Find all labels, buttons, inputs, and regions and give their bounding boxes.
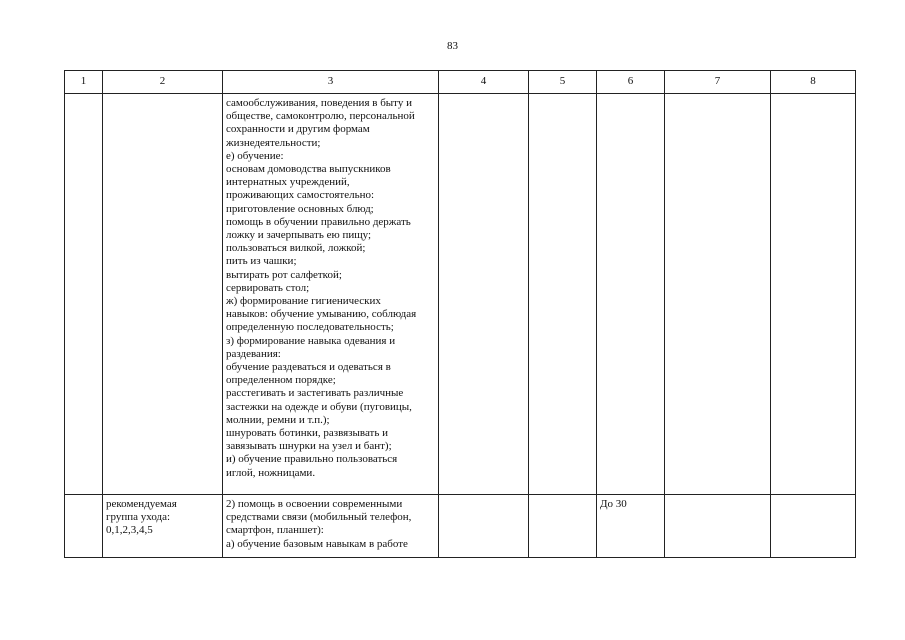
cell-col-1	[65, 495, 103, 558]
cell-col-7	[665, 495, 771, 558]
cell-col-5	[529, 94, 597, 495]
cell-col-8	[771, 94, 856, 495]
header-col-1: 1	[65, 71, 103, 94]
cell-col-4	[439, 94, 529, 495]
table-row	[65, 495, 856, 558]
cell-col-1	[65, 94, 103, 495]
cell-col-7	[665, 94, 771, 495]
cell-col-8	[771, 495, 856, 558]
header-col-2: 2	[103, 71, 223, 94]
cell-col-6	[597, 94, 665, 495]
cell-duration: До 30	[597, 495, 665, 558]
cell-col-5	[529, 495, 597, 558]
services-table	[64, 70, 856, 558]
page-number: 83	[447, 40, 458, 52]
cell-service-description: 2) помощь в освоении современными средствами связи (мобильный телефон, смартфон, планшет): а) обучение базовым навыкам в работе	[223, 495, 439, 558]
table-header-row	[65, 71, 856, 94]
cell-col-4	[439, 495, 529, 558]
table-row	[65, 94, 856, 495]
cell-service-description: самообслуживания, поведения в быту и обществе, самоконтролю, персональной сохранности и другим формам жизнедеятельности; е) обучение: основам домоводства выпускников интернатных учреждений, проживающих самостоятельно: приготовление основных блюд; помощь в обучении правильно держать ложку и зачерпывать ею пищу; пользоваться вилкой, ложкой; пить из чашки; вытирать рот салфеткой; сервировать стол; ж) формирование гигиенических навыков: обучение умыванию, соблюдая определенную последовательность; з) формирование навыка одевания и раздевания: обучение раздеваться и одеваться в определенном порядке; расстегивать и застегивать различные застежки на одежде и обуви (пуговицы, молнии, ремни и т.п.); шнуровать ботинки, развязывать и завязывать шнурки на узел и бант); и) обучение правильно пользоваться иглой, ножницами.	[223, 94, 439, 495]
cell-col-2	[103, 94, 223, 495]
header-col-8: 8	[771, 71, 856, 94]
cell-care-group: рекомендуемая группа ухода: 0,1,2,3,4,5	[103, 495, 223, 558]
header-col-3: 3	[223, 71, 439, 94]
header-col-4: 4	[439, 71, 529, 94]
header-col-5: 5	[529, 71, 597, 94]
header-col-6: 6	[597, 71, 665, 94]
header-col-7: 7	[665, 71, 771, 94]
